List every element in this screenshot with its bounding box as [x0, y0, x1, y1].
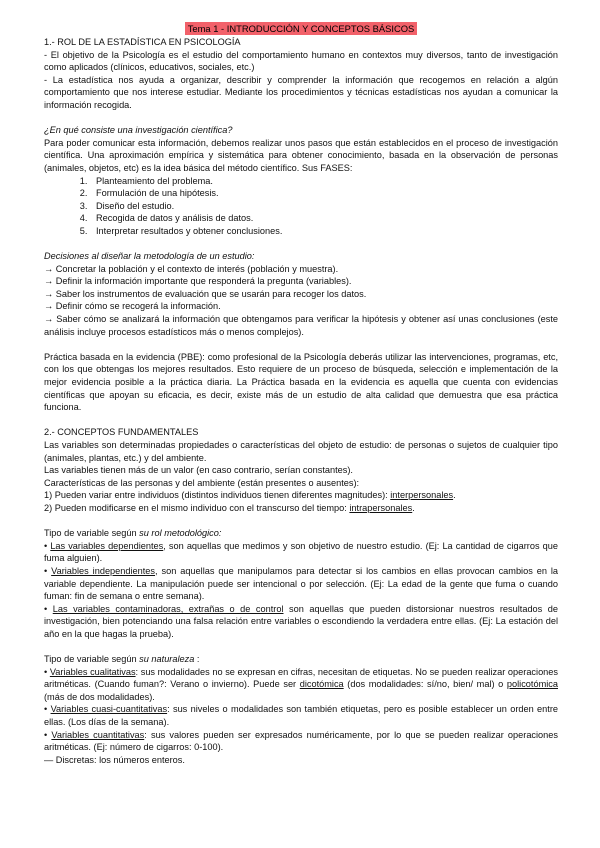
scientific-question-paragraph: Para poder comunicar esta información, debemos realizar unos pasos que están establecidos en el proceso de investigación científica. Una aproximación empírica y sistemática para obtener conocimiento, basada en la observación de personas (animales, objetos, etc) es la idea básica del método científico. Sus FASES: — [44, 137, 558, 173]
title-wrap — [44, 22, 558, 36]
methodological-role-heading: Tipo de variable según su rol metodológico: — [44, 528, 222, 539]
independent-term: Variables independientes — [51, 565, 156, 576]
s1-paragraph-2: - La estadística nos ayuda a organizar, describir y comprender la información que recogemos en relación a algún comportamiento que nos interese estudiar. Mediante los procedimientos y técnicas estadísticas nos ayudan a comunicar la información recogida. — [44, 74, 558, 110]
quantitative-term: Variables cuantitativas — [51, 729, 145, 740]
dependent-term: Las variables dependientes — [50, 540, 164, 551]
characteristic-1: 1) Pueden variar entre individuos (distintos individuos tienen diferentes magnitudes): interpersonales. — [44, 490, 456, 501]
qualitative-variables-item: • Variables cualitativas: sus modalidades no se expresan en cifras, necesitan de etiquetas. No se pueden realizar operaciones aritméticas. (Cuando fuman?: Verano o invierno). Puede ser dicotómica (dos modalidades: sí/no, bien/ mal) o policotómica (más de dos modalidades). — [44, 666, 558, 702]
characteristic-2: 2) Pueden modificarse en el mismo individuo con el transcurso del tiempo: intrapersonales. — [44, 502, 415, 513]
s2-paragraph-1: Las variables son determinadas propiedades o características del objeto de estudio: de personas o sujetos de cualquier tipo (animales, plantas, etc.) y del ambiente. — [44, 440, 558, 463]
quasi-quantitative-term: Variables cuasi-cuantitativas — [50, 704, 168, 715]
decision-item: → Concretar la población y el contexto de interés (población y muestra). — [44, 263, 339, 274]
intrapersonal-term: intrapersonales — [349, 502, 413, 513]
control-term: Las variables contaminadoras, extrañas o de control — [52, 603, 284, 614]
scientific-question-heading: ¿En qué consiste una investigación científica? — [44, 125, 233, 136]
decision-item: → Definir cómo se recogerá la información. — [44, 301, 221, 312]
dichotomous-term: dicotómica — [299, 679, 344, 690]
dependent-variables-item: • Las variables dependientes, son aquellas que medimos y son objetivo de nuestro estudio. (Ej: La cantidad de cigarros que fuma alguien). — [44, 540, 558, 564]
decisions-heading: Decisiones al diseñar la metodología de un estudio: — [44, 251, 255, 262]
quasi-quantitative-variables-item: • Variables cuasi-cuantitativas: sus niveles o modalidades son también etiquetas, pero es posible establecer un orden entre ellas. (Los días de la semana). — [44, 704, 558, 728]
polytomous-term: policotómica — [506, 679, 558, 690]
nature-heading: Tipo de variable según su naturaleza : — [44, 654, 200, 665]
independent-variables-item: • Variables independientes, son aquellas que manipulamos para detectar si los cambios en ellas provocan cambios en la variable dependiente. La manipulación puede ser intencional o por selección. (Ej: La edad de la gente que fuma o cuando fuman: fin de semana o entre semana). — [44, 565, 559, 602]
decision-item: → Saber los instrumentos de evaluación que se usarán para recoger los datos. — [44, 288, 367, 299]
page-title: Tema 1 - INTRODUCCIÓN Y CONCEPTOS BÁSICOS — [185, 22, 418, 35]
s2-paragraph-3: Características de las personas y del ambiente (están presentes o ausentes): — [44, 477, 360, 488]
quantitative-variables-item: • Variables cuantitativas: sus valores pueden ser expresados numéricamente, por lo que se pueden realizar operaciones aritméticas. (Ej: número de cigarros: 0-100). — [44, 729, 558, 753]
phase-item: 3. Diseño del estudio. — [90, 200, 558, 213]
section-2-heading: 2.- CONCEPTOS FUNDAMENTALES — [44, 427, 199, 438]
pbe-paragraph: Práctica basada en la evidencia (PBE): como profesional de la Psicología deberás utilizar las intervenciones, programas, etc, con los que obtengas los mejores resultados. Esto requiere de un proceso de búsqueda, selección e implementación de la mejor evidencia posible a la práctica diaria. La Práctica basada en la evidencia es aquella que cuenta con evidencias científicas que apoyan su eficacia, es decir, existe más de un estudio de alta calidad que demuestra que esa práctica funciona. — [44, 351, 558, 413]
interpersonal-term: interpersonales — [390, 490, 454, 501]
decision-item: → Definir la información importante que responderá la pregunta (variables). — [44, 276, 352, 287]
section-1-heading: 1.- ROL DE LA ESTADÍSTICA EN PSICOLOGÍA — [44, 37, 241, 47]
phase-item: 1. Planteamiento del problema. — [90, 175, 558, 188]
qualitative-term: Variables cualitativas — [49, 666, 136, 677]
s2-paragraph-2: Las variables tienen más de un valor (en caso contrario, serían constantes). — [44, 465, 353, 476]
phases-list — [44, 175, 558, 238]
s1-paragraph-1: - El objetivo de la Psicología es el estudio del comportamiento humano en contextos muy diversos, tanto de investigación como aplicados (clínicos, educativos, sociales, etc.) — [44, 49, 558, 73]
phase-item: 2. Formulación de una hipótesis. — [90, 187, 558, 200]
phase-item: 4. Recogida de datos y análisis de datos. — [90, 212, 558, 225]
discrete-item: — Discretas: los números enteros. — [44, 754, 185, 765]
decision-item: → Saber cómo se analizará la información que obtengamos para verificar la hipótesis y obtener así unas conclusiones (este análisis incluye procesos estadísticos más o menos complejos). — [44, 314, 558, 337]
document-page — [44, 22, 558, 766]
control-variables-item: • Las variables contaminadoras, extrañas o de control son aquellas que pueden distorsionar nuestros resultados de investigación, bien potenciando una falsa relación entre variables o escondiendo la verdadera entre ellas. (Ej: La estación del año en la que hagas la prueba). — [44, 603, 558, 639]
phase-item: 5. Interpretar resultados y obtener conclusiones. — [90, 225, 558, 238]
